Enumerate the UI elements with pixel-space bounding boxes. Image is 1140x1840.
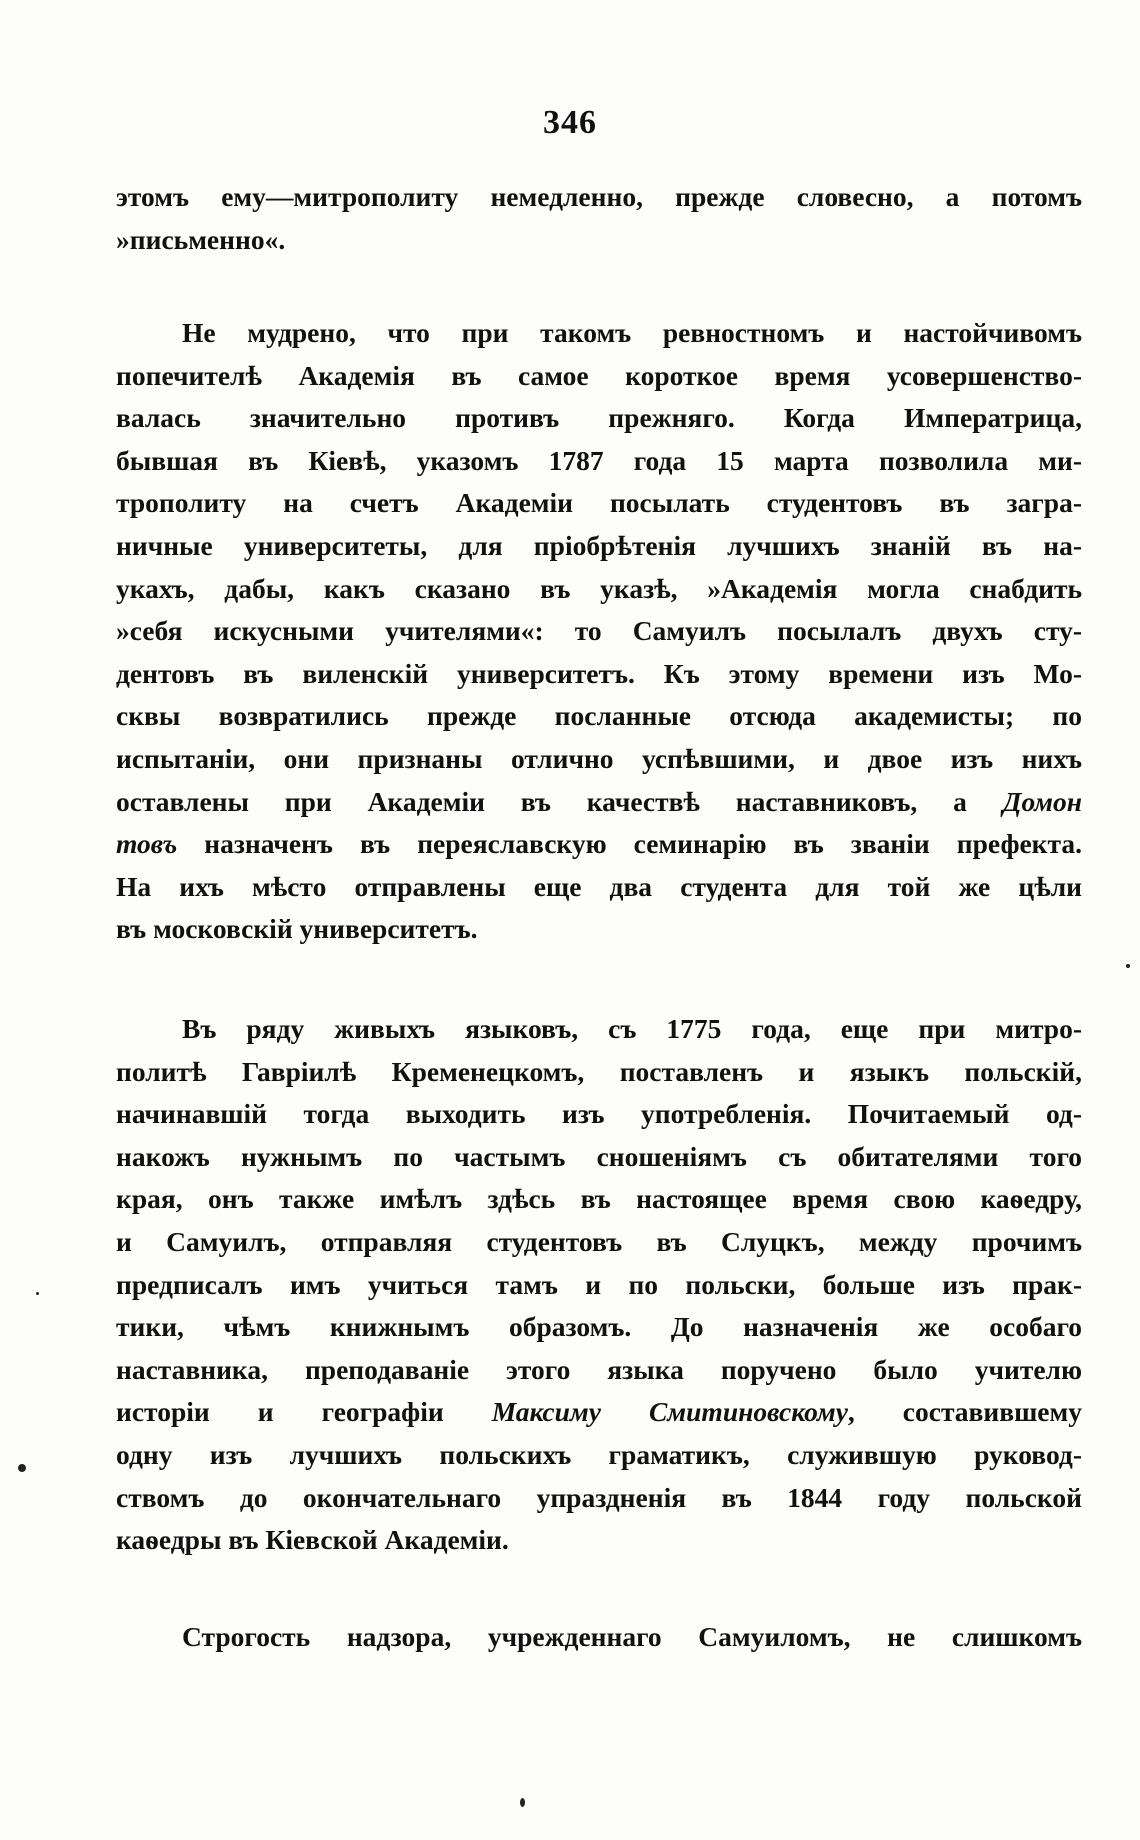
page-number: 346	[543, 104, 597, 141]
text-line: Не мудрено, что при такомъ ревностномъ и настойчивомъ	[182, 317, 1082, 348]
text-line: края, онъ также имѣлъ здѣсь въ настоящее время свою каѳедру,	[116, 1183, 1082, 1215]
text-line: трополиту на счетъ Академіи посылать студентовъ въ загра-	[116, 487, 1082, 519]
text-line: Строгость надзора, учрежденнаго Самуиломъ, не слишкомъ	[182, 1621, 1082, 1652]
text-line: каѳедры въ Кіевской Академіи.	[116, 1524, 509, 1556]
text-line: накожъ нужнымъ по частымъ сношеніямъ съ обитателями того	[116, 1140, 1082, 1172]
text-line	[116, 823, 1082, 866]
text-line: политѣ Гавріилѣ Кременецкомъ, поставленъ и языкъ польскій,	[116, 1055, 1082, 1087]
text-line: ничные университеты, для пріобрѣтенія лучшихъ знаній въ на-	[116, 529, 1082, 561]
paragraph-1	[116, 312, 1082, 951]
person-name: Максиму Смитиновскому	[491, 1396, 848, 1428]
text-line: тики, чѣмъ книжнымъ образомъ. До назначенія же особаго	[116, 1311, 1082, 1343]
text-line: предписалъ имъ учиться тамъ и по польски, больше изъ прак-	[116, 1268, 1082, 1300]
text-line: ствомъ до окончательнаго упраздненія въ 1844 году польской	[116, 1481, 1082, 1513]
text-line: испытаніи, они признаны отлично успѣвшими, и двое изъ нихъ	[116, 742, 1082, 774]
scan-speck	[18, 1464, 26, 1472]
text-line: сквы возвратились прежде посланные отсюда академисты; по	[116, 700, 1082, 732]
text-line: »письменно«.	[116, 223, 286, 255]
text-line: начинавшій тогда выходить изъ употребленія. Почитаемый од-	[116, 1098, 1082, 1130]
person-name: товъ	[116, 828, 178, 860]
paragraph-2	[116, 1008, 1082, 1562]
text-line: Въ ряду живыхъ языковъ, съ 1775 года, еще при митро-	[182, 1013, 1082, 1044]
text-line: этомъ ему—митрополиту немедленно, прежде словесно, а потомъ	[116, 181, 1082, 212]
line-segment: назначенъ въ переяславскую семинарію въ званіи префекта.	[204, 828, 1082, 860]
scan-speck	[36, 1292, 39, 1295]
text-line	[116, 781, 1082, 824]
line-segment: исторіи и географіи	[116, 1396, 444, 1428]
text-line: укахъ, дабы, какъ сказано въ указѣ, »Академія могла снабдить	[116, 572, 1082, 604]
line-segment: оставлены при Академіи въ качествѣ наставниковъ, а	[116, 785, 967, 817]
text-line: валась значительно противъ прежняго. Когда Императрица,	[116, 402, 1082, 434]
line-segment: , составившему	[847, 1396, 1082, 1428]
text-line: На ихъ мѣсто отправлены еще два студента для той же цѣли	[116, 870, 1082, 902]
text-line: бывшая въ Кіевѣ, указомъ 1787 года 15 марта позволила ми-	[116, 444, 1082, 476]
text-line: и Самуилъ, отправляя студентовъ въ Слуцкъ, между прочимъ	[116, 1225, 1082, 1257]
text-line: наставника, преподаваніе этого языка поручено было учителю	[116, 1353, 1082, 1385]
person-name: Домон	[1002, 785, 1082, 817]
text-line: въ московскій университетъ.	[116, 913, 478, 945]
paragraph-3	[116, 1616, 1082, 1659]
text-line: дентовъ въ виленскій университетъ. Къ этому времени изъ Мо-	[116, 657, 1082, 689]
scan-speck	[1126, 964, 1130, 968]
text-line: »себя искусными учителями«: то Самуилъ посылалъ двухъ сту-	[116, 615, 1082, 647]
text-line: одну изъ лучшихъ польскихъ граматикъ, служившую руковод-	[116, 1438, 1082, 1470]
scan-speck	[520, 1798, 525, 1807]
text-line: попечителѣ Академія въ самое короткое время усовершенство-	[116, 359, 1082, 391]
paragraph-intro	[116, 176, 1082, 261]
text-line	[116, 1391, 1082, 1434]
